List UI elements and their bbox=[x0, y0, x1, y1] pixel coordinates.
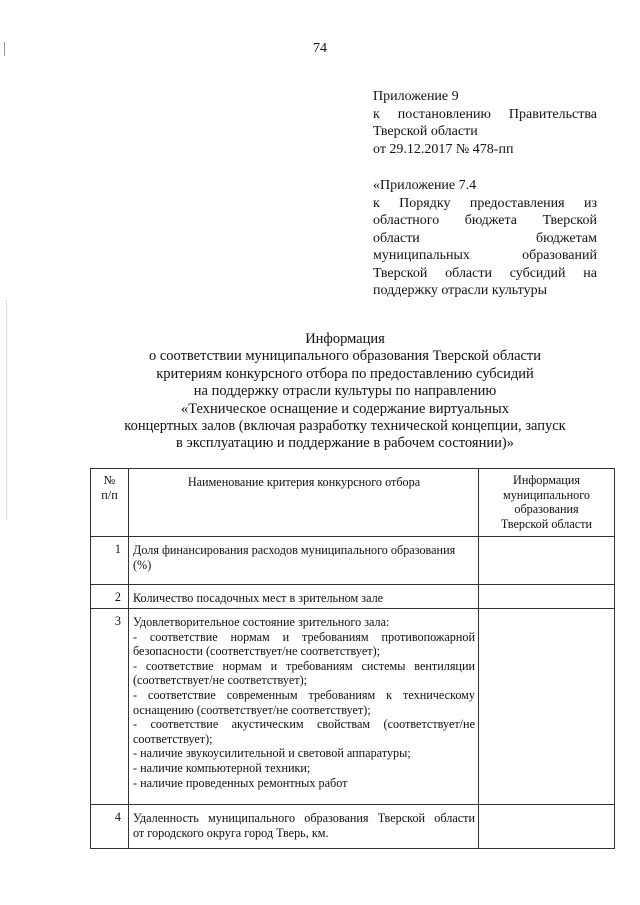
appendix-7-4-line: областного бюджета Тверской bbox=[373, 213, 597, 228]
table-row bbox=[91, 585, 615, 609]
criterion-line: - наличие звукоусилительной и световой аппаратуры; bbox=[133, 746, 411, 761]
appendix-7-4-line: области бюджетам bbox=[373, 230, 597, 246]
appendix-9-line: к постановлению Правительства bbox=[373, 106, 597, 122]
appendix-9-block bbox=[373, 88, 597, 158]
criterion-line: (%) bbox=[133, 557, 152, 572]
table-row bbox=[91, 537, 615, 585]
criterion-line: оснащению (соответствует/не соответствует); bbox=[133, 702, 371, 717]
header-number-abbr: п/п bbox=[101, 487, 118, 502]
criterion-line: - соответствие нормам и требованиям противопожарной bbox=[133, 629, 475, 644]
header-info-line: Тверской области bbox=[500, 516, 593, 531]
heading-line: на поддержку отрасли культуры по направлению bbox=[193, 383, 497, 400]
scan-edge-dots bbox=[6, 300, 7, 520]
heading-line: в эксплуатацию и поддержание в рабочем состоянии)» bbox=[176, 435, 514, 452]
criterion-line: безопасности (соответствует/не соответствует); bbox=[133, 644, 381, 659]
heading-line: концертных залов (включая разработку технической концепции, запуск bbox=[124, 418, 566, 435]
row-number: 2 bbox=[91, 585, 129, 609]
appendix-9-line: Приложение 9 bbox=[373, 89, 459, 104]
appendix-9-line: Тверской области bbox=[373, 124, 478, 139]
appendix-7-4-line: поддержку отрасли культуры bbox=[373, 283, 548, 298]
criterion-line: (соответствует/не соответствует); bbox=[133, 673, 308, 688]
appendix-7-4-line: к Порядку предоставления из bbox=[373, 195, 597, 211]
heading-title: Информация bbox=[305, 331, 385, 347]
info-cell[interactable] bbox=[479, 609, 615, 805]
info-cell[interactable] bbox=[479, 585, 615, 609]
appendix-9-line: от 29.12.2017 № 478-пп bbox=[373, 141, 514, 157]
criterion-text bbox=[129, 805, 479, 849]
appendix-7-4-block bbox=[373, 177, 597, 300]
criterion-line: Удаленность муниципального образования Тверской области bbox=[133, 811, 475, 825]
header-number-symbol: № bbox=[103, 473, 116, 487]
criterion-line: Доля финансирования расходов муниципального образования bbox=[133, 543, 456, 557]
criterion-line: от городского округа город Тверь, км. bbox=[133, 825, 329, 840]
row-number: 3 bbox=[91, 609, 129, 805]
header-info-line: муниципального bbox=[503, 487, 590, 502]
appendix-7-4-line: Тверской области субсидий на bbox=[373, 265, 597, 281]
page-number: 74 bbox=[313, 41, 327, 56]
header-criterion-name: Наименование критерия конкурсного отбора bbox=[129, 469, 479, 537]
row-number: 1 bbox=[91, 537, 129, 585]
criterion-text bbox=[129, 609, 479, 805]
criterion-line: - наличие компьютерной техники; bbox=[133, 760, 311, 775]
header-municipality-info bbox=[479, 469, 615, 537]
criterion-line: соответствует); bbox=[133, 731, 213, 746]
table-row bbox=[91, 805, 615, 849]
table-row bbox=[91, 609, 615, 805]
header-info-line: Информация bbox=[513, 473, 580, 487]
criterion-line: - соответствие современным требованиям к техническому bbox=[133, 687, 475, 702]
document-heading bbox=[100, 331, 590, 453]
criterion-line: - соответствие акустическим свойствам (соответствует/не bbox=[133, 717, 475, 732]
criterion-text bbox=[129, 585, 479, 609]
info-cell[interactable] bbox=[479, 537, 615, 585]
appendix-7-4-line: «Приложение 7.4 bbox=[373, 178, 477, 193]
row-number: 4 bbox=[91, 805, 129, 849]
criterion-line: - соответствие нормам и требованиям системы вентиляции bbox=[133, 658, 475, 673]
heading-line: критериям конкурсного отбора по предоставлению субсидий bbox=[156, 365, 534, 382]
header-info-line: образования bbox=[514, 502, 579, 517]
appendix-7-4-line: муниципальных образований bbox=[373, 248, 597, 263]
heading-line: о соответствии муниципального образования Тверской области bbox=[148, 348, 542, 365]
criterion-line: Количество посадочных мест в зрительном зале bbox=[133, 591, 384, 605]
heading-line: «Техническое оснащение и содержание виртуальных bbox=[180, 400, 510, 417]
criterion-line: Удовлетворительное состояние зрительного зала: bbox=[133, 615, 390, 629]
header-number bbox=[91, 469, 129, 537]
table-header-row bbox=[91, 469, 615, 537]
info-cell[interactable] bbox=[479, 805, 615, 849]
criterion-line: - наличие проведенных ремонтных работ bbox=[133, 775, 348, 790]
criteria-table bbox=[90, 468, 615, 849]
criterion-text bbox=[129, 537, 479, 585]
